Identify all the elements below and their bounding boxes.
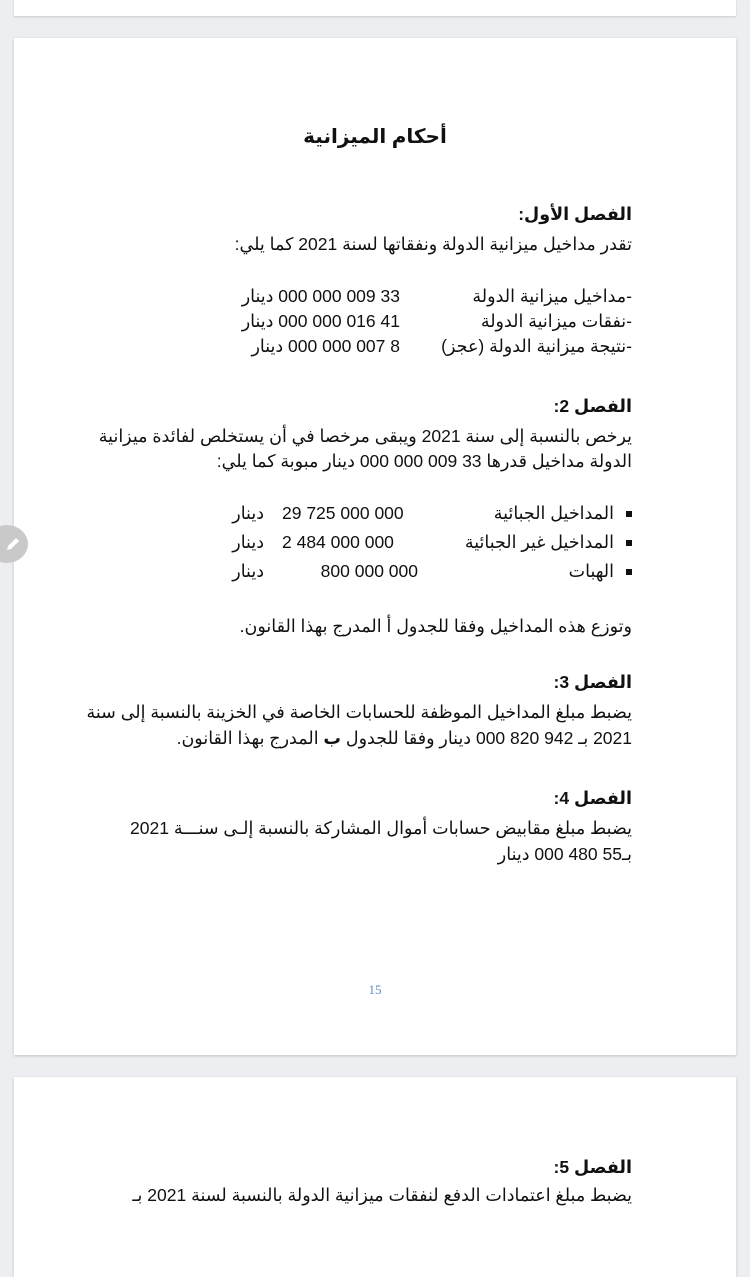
item-amount: 2 484 000 000 bbox=[282, 532, 394, 552]
section-4-heading: الفصل 4: bbox=[553, 788, 632, 808]
section-1-heading: الفصل الأول: bbox=[518, 204, 632, 224]
revenue-item bbox=[232, 503, 632, 524]
section-2-closing: وتوزع هذه المداخيل وفقا للجدول أ المدرج بهذا القانون. bbox=[239, 616, 632, 636]
row-amount: 8 007 000 000 دينار bbox=[251, 336, 400, 356]
section-3-heading: الفصل 3: bbox=[553, 672, 632, 692]
item-label: المداخيل الجبائية bbox=[493, 503, 614, 523]
item-currency: دينار bbox=[232, 532, 264, 552]
section-4-line: بـ55 480 000 دينار bbox=[497, 844, 632, 864]
row-label: -نتيجة ميزانية الدولة (عجز) bbox=[441, 336, 632, 356]
budget-row bbox=[242, 311, 632, 332]
document-page-16 bbox=[14, 1077, 736, 1277]
text: المدرج بهذا القانون. bbox=[176, 728, 324, 748]
pencil-icon bbox=[3, 534, 23, 554]
item-label: المداخيل غير الجبائية bbox=[464, 532, 614, 552]
row-amount: 41 016 000 000 دينار bbox=[241, 311, 400, 331]
row-label: -مداخيل ميزانية الدولة bbox=[472, 286, 632, 306]
item-currency: دينار bbox=[232, 503, 264, 523]
text: 2021 بـ 942 820 000 دينار وفقا للجدول bbox=[341, 728, 632, 748]
table-ref: ب bbox=[323, 728, 342, 748]
previous-page-edge bbox=[14, 0, 736, 16]
row-amount: 33 009 000 000 دينار bbox=[241, 286, 400, 306]
budget-row bbox=[251, 336, 632, 357]
page-title: أحكام الميزانية bbox=[303, 126, 447, 148]
item-currency: دينار bbox=[232, 561, 264, 581]
section-5-line: يضبط مبلغ اعتمادات الدفع لنفقات ميزانية الدولة بالنسبة لسنة 2021 بـ bbox=[132, 1185, 632, 1205]
section-5-heading: الفصل 5: bbox=[553, 1157, 632, 1177]
section-1-intro: تقدر مداخيل ميزانية الدولة ونفقاتها لسنة 2021 كما يلي: bbox=[234, 234, 632, 254]
item-label: الهبات bbox=[568, 561, 614, 581]
page-number: 15 bbox=[368, 982, 382, 997]
section-2-line: الدولة مداخيل قدرها 33 009 000 000 دينار مبوبة كما يلي: bbox=[216, 451, 632, 471]
budget-row bbox=[242, 286, 632, 307]
bullet-icon bbox=[626, 540, 632, 546]
row-label: -نفقات ميزانية الدولة bbox=[480, 311, 632, 331]
item-amount: 29 725 000 000 bbox=[282, 503, 404, 523]
document-page-15 bbox=[14, 38, 736, 1055]
section-2-line: يرخص بالنسبة إلى سنة 2021 ويبقى مرخصا في أن يستخلص لفائدة ميزانية bbox=[98, 426, 632, 446]
revenue-item bbox=[232, 561, 632, 582]
section-3-line bbox=[177, 728, 632, 749]
bullet-icon bbox=[626, 511, 632, 517]
section-4-line: يضبط مبلغ مقابيض حسابات أموال المشاركة بالنسبة إلـى سنـــة 2021 bbox=[130, 818, 632, 838]
bullet-icon bbox=[626, 569, 632, 575]
section-2-heading: الفصل 2: bbox=[553, 396, 632, 416]
item-amount: 800 000 000 bbox=[320, 561, 418, 581]
section-3-line: يضبط مبلغ المداخيل الموظفة للحسابات الخاصة في الخزينة بالنسبة إلى سنة bbox=[86, 702, 632, 722]
revenue-item bbox=[232, 532, 632, 553]
